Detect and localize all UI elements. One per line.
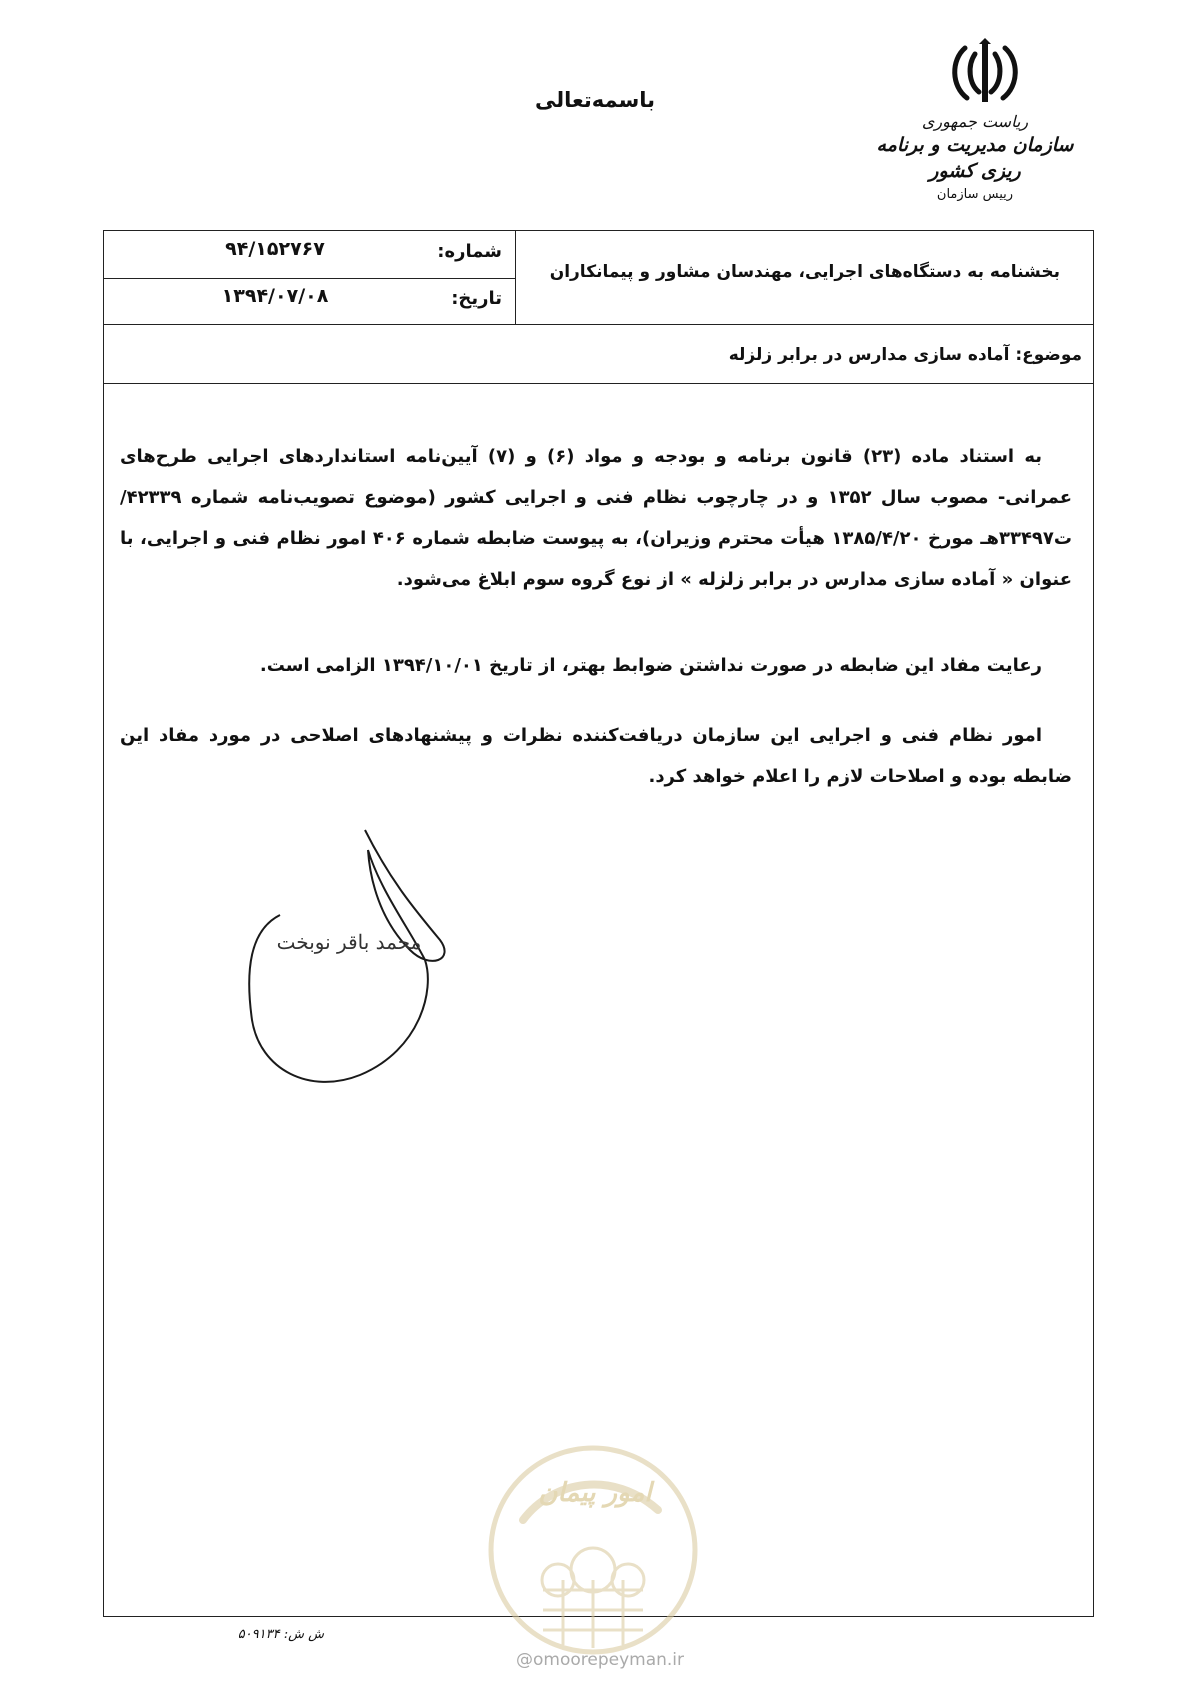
signatory-name: محمد باقر نوبخت — [276, 930, 422, 954]
meta-column-divider — [515, 230, 516, 325]
number-value: ۹۴/۱۵۲۷۶۷ — [225, 238, 325, 260]
body-paragraph-2: رعایت مفاد این ضابطه در صورت نداشتن ضوابط بهتر، از تاریخ ۱۳۹۴/۱۰/۰۱ الزامی است. — [259, 655, 1042, 676]
watermark-handle: @omoorepeyman.ir — [515, 1650, 685, 1670]
meta-divider — [103, 278, 516, 279]
paragraph-1-end: ابلاغ می‌شود. — [396, 569, 517, 590]
iran-emblem-icon — [945, 38, 1025, 108]
org-line-presidency: ریاست جمهوری — [921, 112, 1029, 131]
subject-divider — [103, 383, 1094, 384]
recipients-line: بخشنامه به دستگاه‌های اجرایی، مهندسان مشاور و پیمانکاران — [549, 262, 1060, 282]
signature-scribble — [240, 820, 480, 1090]
date-value: ۱۳۹۴/۰۷/۰۸ — [221, 285, 329, 307]
paragraph-1-text: به استناد ماده (۲۳) قانون برنامه و بودجه و مواد (۶) و (۷) آیین‌نامه استانداردهای اجرایی طرح‌های عمرانی- مصوب سال ۱۳۵۲ و در چارچوب نظام فنی و اجرایی کشور (موضوع تصویب‌نامه شماره ۴۲۳۳۹/ت۳۳۴۹۷هـ مورخ ۱۳۸۵/۴/۲۰ هیأت محترم وزیران)، به پیوست ضابطه شماره ۴۰۶ امور نظام فنی و اجرایی، با عنوان — [120, 446, 1072, 590]
date-label: تاریخ: — [451, 288, 502, 309]
header-divider — [103, 324, 1094, 325]
body-paragraph-1 — [120, 436, 1072, 600]
org-title: رییس سازمان — [936, 187, 1014, 202]
standard-group: گروه سوم — [522, 569, 615, 590]
paragraph-1-type: از نوع — [620, 569, 674, 590]
subject-line: موضوع: آماده سازی مدارس در برابر زلزله — [728, 345, 1082, 365]
organization-block — [860, 112, 1090, 206]
footer-reference-code: ش ش: ۵۰۹۱۳۴ — [237, 1627, 324, 1642]
number-label: شماره: — [437, 241, 502, 262]
watermark-logo-text: امور پیمان — [538, 1478, 652, 1508]
standard-title: « آماده سازی مدارس در برابر زلزله » — [680, 569, 1014, 590]
watermark-logo — [483, 1440, 703, 1660]
org-line-name: سازمان مدیریت و برنامه ریزی کشور — [876, 134, 1074, 182]
body-paragraph-3: امور نظام فنی و اجرایی این سازمان دریافت‌کننده نظرات و پیشنهادهای اصلاحی در مورد مفاد این ضابطه بوده و اصلاحات لازم را اعلام خواهد کرد. — [120, 725, 1072, 787]
bismillah-heading: باسمه‌تعالی — [535, 88, 655, 112]
